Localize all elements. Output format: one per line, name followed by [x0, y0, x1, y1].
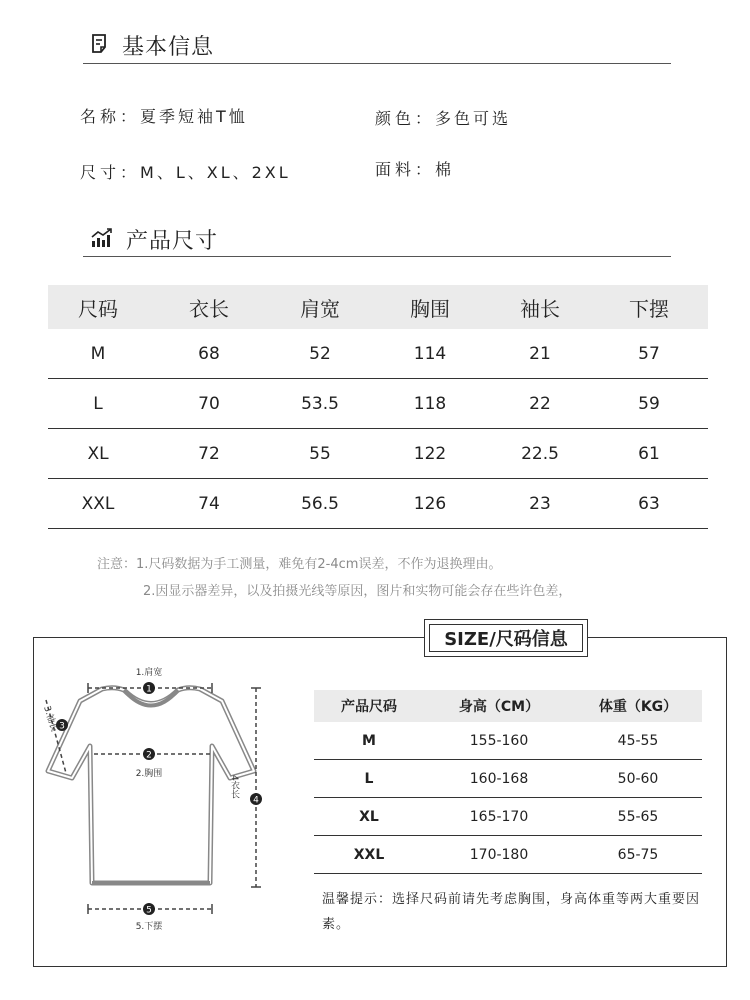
table-cell: 68 — [198, 343, 220, 364]
product-size-header — [90, 224, 218, 255]
table-cell: 118 — [413, 393, 447, 414]
sleeve-label: 3.袖长 — [41, 704, 59, 734]
table-cell: XXL — [353, 846, 385, 863]
table-row — [48, 479, 708, 529]
marker-3-number: 3 — [59, 721, 65, 732]
table-row — [48, 329, 708, 379]
table-cell: 122 — [413, 443, 447, 464]
size-label: 尺寸： — [80, 163, 141, 182]
table-row — [314, 760, 702, 798]
table-cell: 61 — [638, 443, 660, 464]
hem-label: 5.下摆 — [135, 922, 163, 932]
table-cell: 63 — [638, 493, 660, 514]
divider — [83, 63, 671, 64]
table-row — [314, 722, 702, 760]
name-label: 名称： — [80, 107, 141, 126]
table-row — [314, 836, 702, 874]
size-info-badge — [424, 619, 588, 657]
table-cell: 56.5 — [301, 493, 339, 514]
table-cell: 126 — [413, 493, 447, 514]
column-header: 衣长 — [189, 296, 229, 321]
table-cell: M — [90, 343, 106, 364]
table-cell: 170-180 — [469, 846, 529, 863]
document-icon — [90, 33, 110, 59]
table-cell: 160-168 — [469, 770, 529, 787]
table-cell: 55 — [309, 443, 331, 464]
note-line-1: 注意：1.尺码数据为手工测量，难免有2-4cm误差，不作为退换理由。 — [97, 557, 502, 572]
table-cell: L — [93, 393, 103, 414]
table-cell: XL — [359, 808, 379, 825]
table-cell: XXL — [81, 493, 115, 514]
table-cell: L — [364, 770, 374, 787]
marker-4-number: 4 — [253, 795, 259, 806]
table-cell: 50-60 — [617, 770, 659, 787]
chest-label: 2.胸围 — [135, 769, 163, 779]
table-row — [48, 429, 708, 479]
table-cell: 21 — [529, 343, 551, 364]
table-cell: 70 — [198, 393, 220, 414]
tshirt-outline — [48, 688, 254, 883]
table-cell: 72 — [198, 443, 220, 464]
shoulder-label: 1.肩宽 — [135, 668, 163, 678]
table-cell: 65-75 — [617, 846, 659, 863]
table-cell: 114 — [413, 343, 447, 364]
fabric-value: 棉 — [435, 160, 455, 179]
column-header: 尺码 — [78, 296, 118, 321]
length-label: 4衣长 — [229, 775, 239, 799]
column-header: 下摆 — [629, 296, 669, 321]
tshirt-measurement-diagram — [34, 655, 284, 945]
table-cell: 52 — [309, 343, 331, 364]
marker-2-number: 2 — [146, 750, 152, 761]
table-cell: 22 — [529, 393, 551, 414]
marker-5-number: 5 — [146, 905, 152, 916]
table-cell: M — [362, 732, 376, 749]
basic-info-header — [90, 30, 214, 61]
table-cell: XL — [87, 443, 109, 464]
table-header — [48, 285, 708, 329]
column-header: 身高（CM） — [458, 699, 540, 715]
fabric-field — [375, 157, 454, 180]
note-line-2: 2.因显示器差异，以及拍摄光线等原因，图片和实物可能会存在些许色差， — [143, 584, 572, 599]
color-label: 颜色： — [375, 109, 436, 128]
product-size-table — [48, 285, 708, 529]
name-field — [80, 104, 248, 127]
size-value: M、L、XL、2XL — [140, 163, 291, 182]
column-header: 胸围 — [410, 296, 450, 321]
table-cell: 22.5 — [521, 443, 559, 464]
fabric-label: 面料： — [375, 160, 436, 179]
divider — [83, 256, 671, 257]
height-weight-table — [314, 690, 702, 874]
size-info-title: SIZE/尺码信息 — [429, 624, 583, 652]
column-header: 袖长 — [520, 296, 560, 321]
name-value: 夏季短袖T恤 — [140, 107, 248, 126]
table-header — [314, 690, 702, 722]
size-field — [80, 160, 291, 183]
table-row — [48, 379, 708, 429]
table-cell: 53.5 — [301, 393, 339, 414]
table-cell: 45-55 — [617, 732, 659, 749]
table-cell: 165-170 — [469, 808, 529, 825]
size-tip: 温馨提示：选择尺码前请先考虑胸围，身高体重等两大重要因素。 — [322, 892, 701, 932]
color-field — [375, 106, 511, 129]
bar-chart-icon — [90, 227, 114, 253]
column-header: 肩宽 — [300, 296, 340, 321]
table-row — [314, 798, 702, 836]
table-cell: 155-160 — [469, 732, 529, 749]
table-cell: 59 — [638, 393, 660, 414]
table-cell: 57 — [638, 343, 660, 364]
basic-info-title: 基本信息 — [122, 35, 215, 60]
marker-1-number: 1 — [146, 684, 152, 695]
product-size-title: 产品尺寸 — [126, 229, 219, 254]
color-value: 多色可选 — [435, 109, 512, 128]
table-cell: 55-65 — [617, 808, 659, 825]
column-header: 体重（KG） — [598, 699, 678, 715]
table-cell: 23 — [529, 493, 551, 514]
column-header: 产品尺码 — [341, 699, 397, 715]
table-cell: 74 — [198, 493, 220, 514]
